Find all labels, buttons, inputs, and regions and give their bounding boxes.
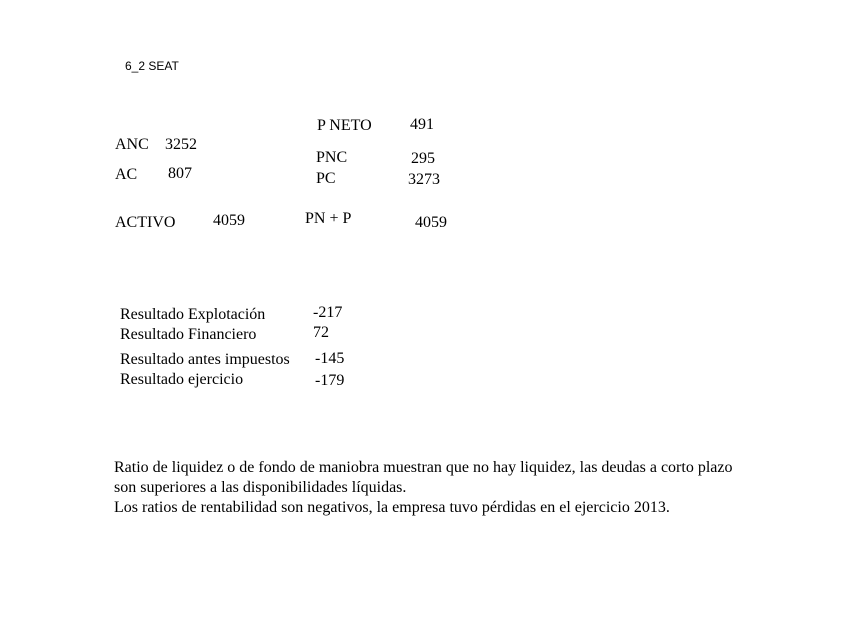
conclusion-line: son superiores a las disponibilidades líquidas. [114,479,407,496]
result-label: Resultado antes impuestos [120,351,290,368]
result-value: -179 [315,372,345,389]
anc-value: 3252 [165,136,197,153]
pnp-value: 4059 [415,214,447,231]
result-label: Resultado ejercicio [120,371,244,388]
pneto-label: P NETO [317,117,372,134]
result-value: -145 [315,350,345,367]
pc-value: 3273 [408,171,440,188]
activo-label: ACTIVO [115,214,176,231]
result-label: Resultado Explotación [120,306,266,323]
pnc-label: PNC [316,149,348,166]
result-value: -217 [313,304,343,321]
pneto-value: 491 [410,116,434,133]
ac-value: 807 [168,165,192,182]
conclusion-line: Ratio de liquidez o de fondo de maniobra muestran que no hay liquidez, las deudas a corto plazo [114,459,733,476]
slide-title: 6_2 SEAT [125,59,179,73]
conclusion-paragraph [114,458,794,518]
result-value: 72 [313,324,329,341]
ac-label: AC [115,166,138,183]
conclusion-line: Los ratios de rentabilidad son negativos, la empresa tuvo pérdidas en el ejercicio 2013. [114,499,670,516]
anc-label: ANC [115,136,149,153]
result-label: Resultado Financiero [120,326,257,343]
pnp-label: PN + P [305,210,352,227]
activo-value: 4059 [213,212,245,229]
pc-label: PC [316,170,336,187]
pnc-value: 295 [411,150,435,167]
